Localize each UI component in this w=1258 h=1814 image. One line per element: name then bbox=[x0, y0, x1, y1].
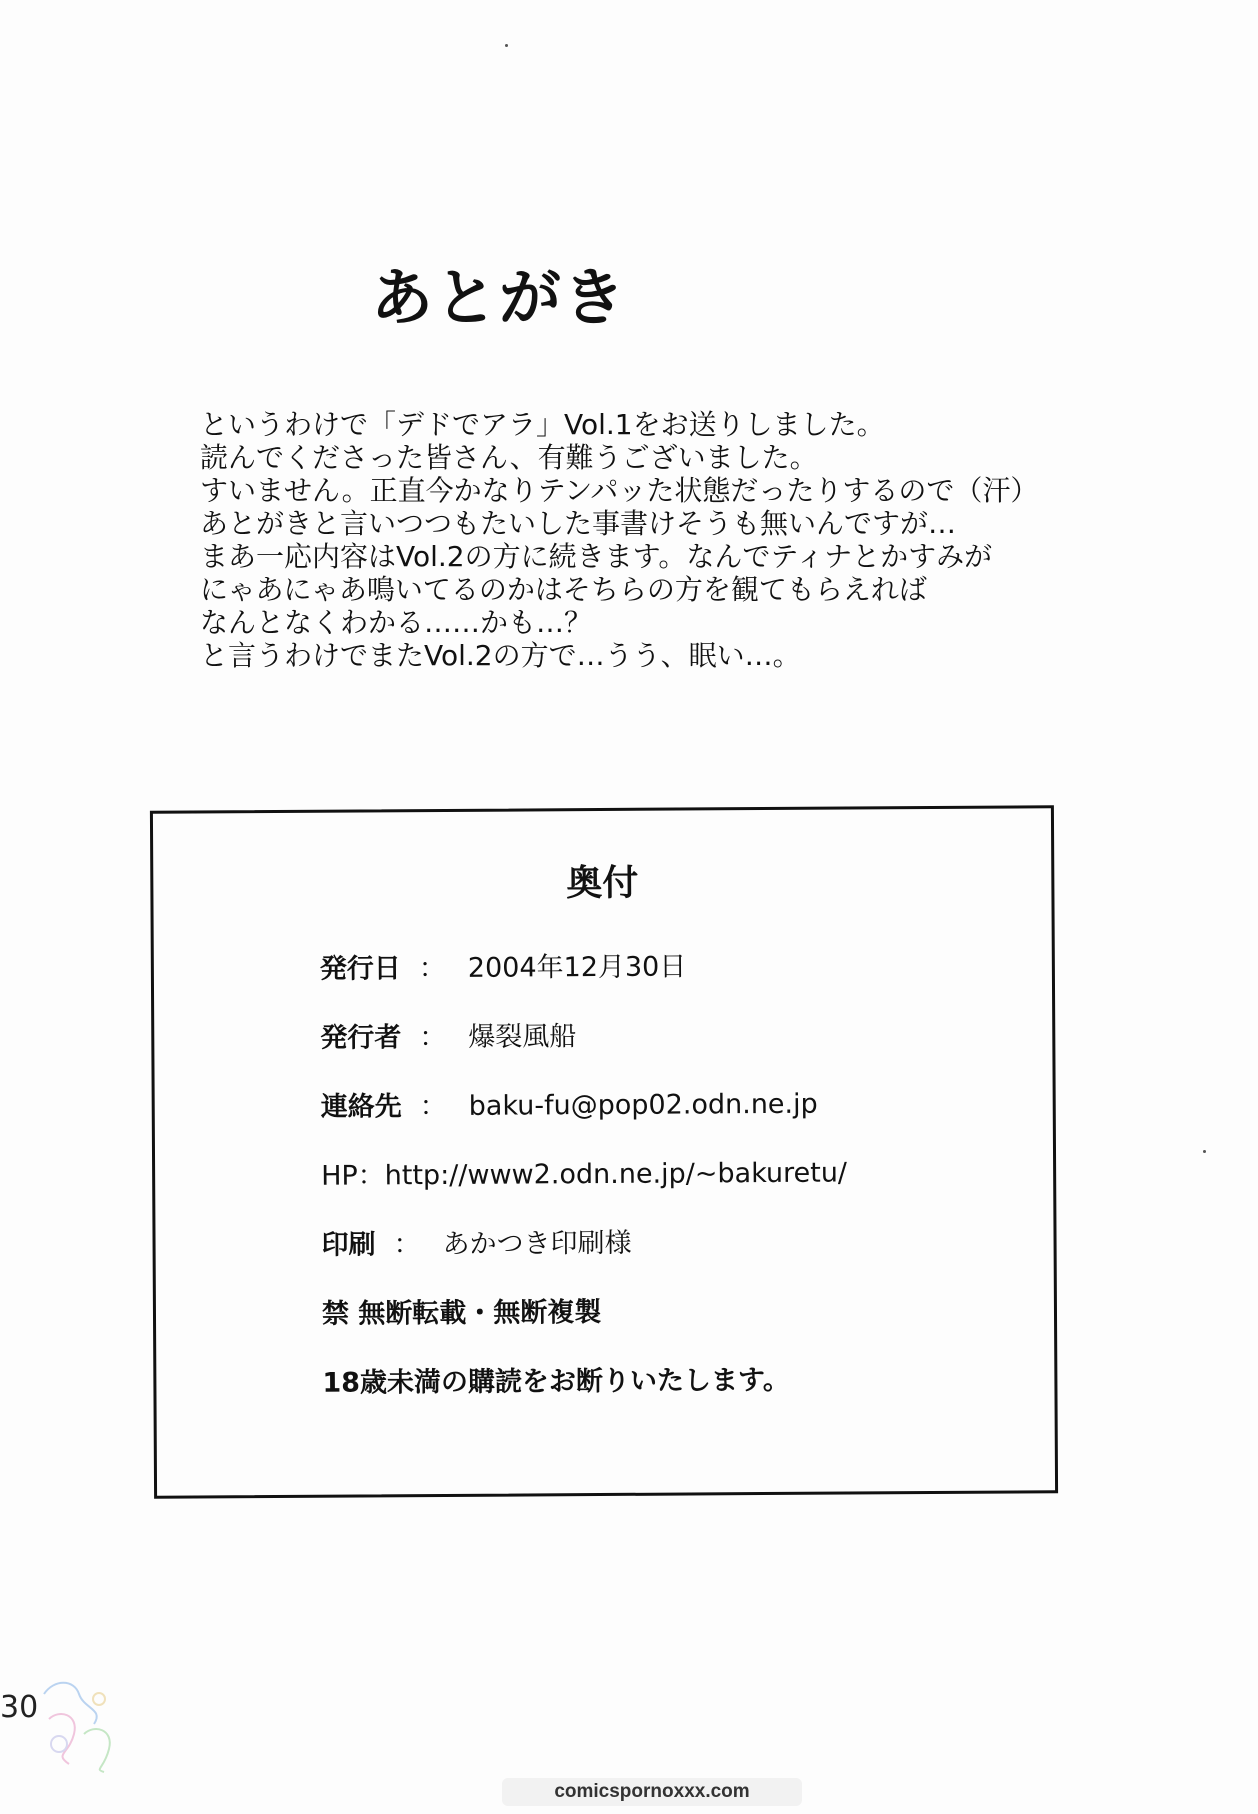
age-notice-row bbox=[322, 1364, 848, 1401]
separator: ： bbox=[419, 1021, 447, 1054]
afterword-line: にゃあにゃあ鳴いてるのかはそちらの方を観てもらえれば bbox=[200, 573, 927, 606]
separator: ： bbox=[418, 952, 446, 985]
publisher-label: 発行者 bbox=[320, 1022, 402, 1054]
publisher-value: 爆裂風船 bbox=[468, 1021, 577, 1053]
contact-label: 連絡先 bbox=[320, 1091, 402, 1123]
afterword-line: と言うわけでまたVol.2の方で…うう、眠い…。 bbox=[200, 639, 801, 672]
page-number: 30 bbox=[0, 1690, 39, 1725]
afterword-line: あとがきと言いつつもたいした事書けそうも無いんですが… bbox=[200, 507, 957, 540]
afterword-line: まあ一応内容はVol.2の方に続きます。なんでティナとかすみが bbox=[200, 540, 993, 573]
scan-speck bbox=[505, 44, 508, 47]
colophon-rows bbox=[320, 950, 849, 1436]
colophon-box bbox=[150, 805, 1058, 1499]
afterword-line: なんとなくわかる……かも…？ bbox=[200, 606, 593, 639]
age-notice-text: 18歳未満の購読をお断りいたします。 bbox=[322, 1364, 790, 1399]
colophon-title: 奥付 bbox=[566, 862, 639, 905]
separator: ： bbox=[419, 1090, 447, 1123]
separator: ： bbox=[393, 1229, 421, 1261]
contact-row bbox=[321, 1088, 847, 1125]
afterword-title: あとがき bbox=[370, 261, 627, 334]
prohibition-row bbox=[322, 1295, 848, 1332]
afterword-line: すいません。正直今かなりテンパッた状態だったりするので（汗） bbox=[200, 474, 1039, 507]
publish-date-label: 発行日 bbox=[319, 953, 401, 985]
watermark-logo-icon bbox=[34, 1674, 124, 1774]
afterword-line: 読んでくださった皆さん、有難うございました。 bbox=[200, 441, 818, 474]
contact-email: baku-fu@pop02.odn.ne.jp bbox=[468, 1088, 818, 1122]
printer-value: あかつき印刷様 bbox=[442, 1227, 632, 1260]
scan-speck bbox=[1203, 1150, 1206, 1153]
homepage-url: HP：http://www2.odn.ne.jp/~bakuretu/ bbox=[321, 1157, 848, 1192]
publish-date-row bbox=[320, 950, 846, 987]
publish-date-value: 2004年12月30日 bbox=[467, 951, 687, 984]
watermark-site-url: comicspornoxxx.com bbox=[502, 1778, 802, 1806]
homepage-row bbox=[321, 1157, 847, 1194]
printer-label: 印刷 bbox=[321, 1229, 376, 1261]
afterword-line: というわけで「デドでアラ」Vol.1をお送りしました。 bbox=[200, 408, 885, 441]
afterword-body bbox=[200, 408, 1100, 672]
printer-row bbox=[321, 1226, 847, 1263]
prohibition-text: 禁 無断転載・無断複製 bbox=[321, 1297, 602, 1330]
publisher-row bbox=[320, 1019, 846, 1056]
